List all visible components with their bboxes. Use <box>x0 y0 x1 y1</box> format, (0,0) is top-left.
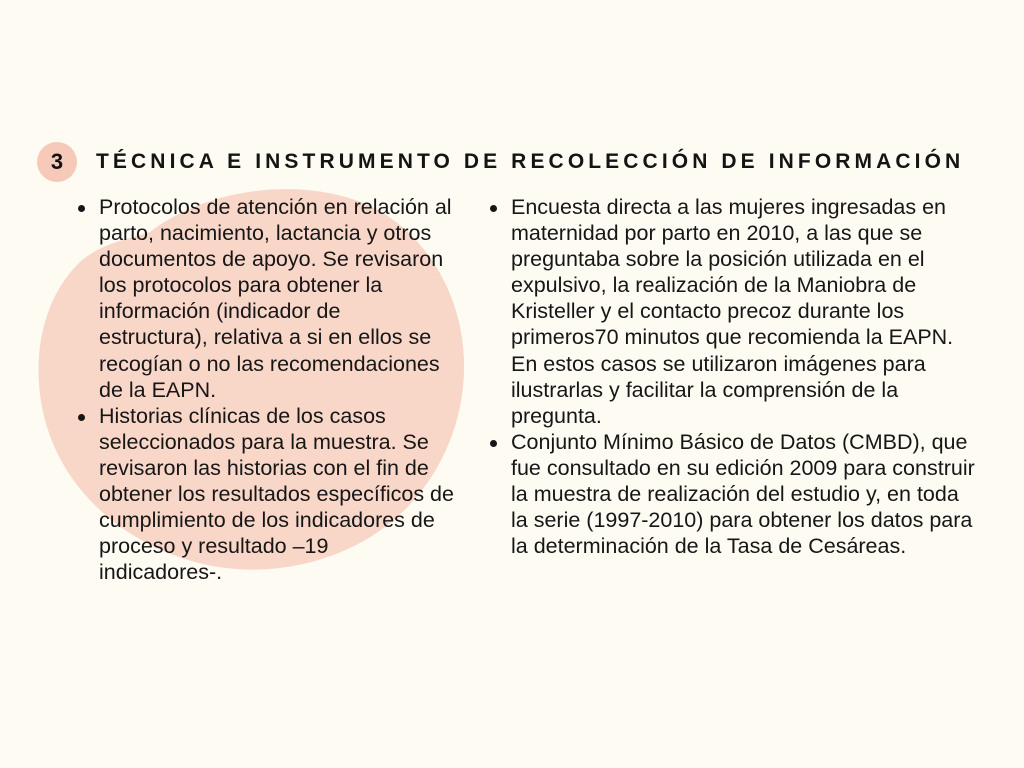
list-item <box>486 429 981 559</box>
list-item <box>74 403 454 586</box>
list-item-text: Historias clínicas de los casos seleccionados para la muestra. Se revisaron las historias con el fin de obtener los resultados específicos de cumplimiento de los indicadores de proceso y resultado –19 indicadores-. <box>99 403 454 585</box>
bullet-icon <box>490 205 497 212</box>
bullet-icon <box>78 414 85 421</box>
list-item <box>486 194 981 429</box>
bullet-icon <box>78 205 85 212</box>
list-item-text: Protocolos de atención en relación al parto, nacimiento, lactancia y otros documentos de apoyo. Se revisaron los protocolos para obtener la información (indicador de estructura), relativa a si en ellos se recogían o no las recomendaciones de la EAPN. <box>99 195 452 402</box>
bullet-icon <box>490 440 497 447</box>
list-item-text: Encuesta directa a las mujeres ingresadas en maternidad por parto en 2010, a las que se preguntaba sobre la posición utilizada en el expulsivo, la realización de la Maniobra de Kristeller y el contacto precoz durante los primeros70 minutos que recomienda la EAPN. En estos casos se utilizaron imágenes para ilustrarlas y facilitar la comprensión de la pregunta. <box>511 195 954 428</box>
left-bullet-list <box>74 194 454 585</box>
section-heading: TÉCNICA E INSTRUMENTO DE RECOLECCIÓN DE INFORMACIÓN <box>96 150 965 173</box>
list-item-text: Conjunto Mínimo Básico de Datos (CMBD), que fue consultado en su edición 2009 para construir la muestra de realización del estudio y, en toda la serie (1997-2010) para obtener los datos para la determinación de la Tasa de Cesáreas. <box>511 429 975 559</box>
list-item <box>74 194 454 403</box>
right-bullet-list <box>486 194 981 559</box>
section-number-badge: 3 <box>37 142 77 182</box>
